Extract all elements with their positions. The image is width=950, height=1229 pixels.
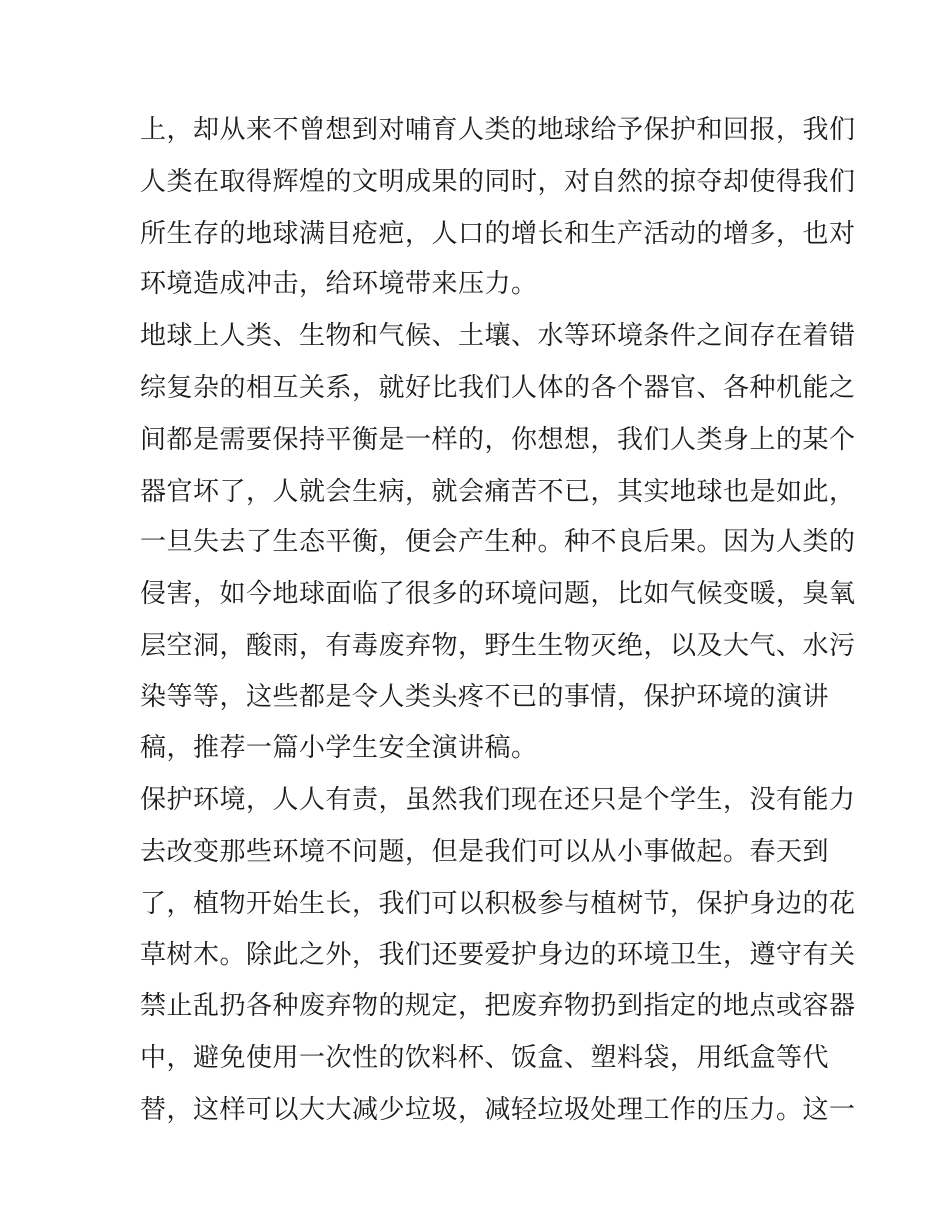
- text-line: 上，却从来不曾想到对哺育人类的地球给予保护和回报，我们: [140, 115, 856, 145]
- text-line: 一旦失去了生态平衡，便会产生种。种不良后果。因为人类的: [140, 527, 856, 557]
- text-line: 地球上人类、生物和气候、土壤、水等环境条件之间存在着错: [140, 321, 856, 351]
- text-line: 人类在取得辉煌的文明成果的同时，对自然的掠夺却使得我们: [140, 167, 856, 197]
- text-line: 所生存的地球满目疮疤，人口的增长和生产活动的增多，也对: [140, 219, 856, 249]
- text-line: 层空洞，酸雨，有毒废弃物，野生生物灭绝，以及大气、水污: [140, 631, 856, 661]
- text-line: 环境造成冲击，给环境带来压力。: [140, 269, 538, 299]
- text-line: 保护环境，人人有责，虽然我们现在还只是个学生，没有能力: [140, 785, 856, 815]
- text-line: 器官坏了，人就会生病，就会痛苦不已，其实地球也是如此，: [140, 477, 856, 507]
- text-line: 侵害，如今地球面临了很多的环境问题，比如气候变暖，臭氧: [140, 579, 856, 609]
- text-line: 去改变那些环境不问题，但是我们可以从小事做起。春天到: [140, 837, 830, 867]
- text-line: 稿，推荐一篇小学生安全演讲稿。: [140, 733, 538, 763]
- text-line: 草树木。除此之外，我们还要爱护身边的环境卫生，遵守有关: [140, 940, 856, 970]
- text-line: 了，植物开始生长，我们可以积极参与植树节，保护身边的花: [140, 889, 856, 919]
- text-line: 禁止乱扔各种废弃物的规定，把废弃物扔到指定的地点或容器: [140, 991, 856, 1021]
- text-line: 替，这样可以大大减少垃圾，减轻垃圾处理工作的压力。这一: [140, 1095, 856, 1125]
- text-line: 染等等，这些都是令人类头疼不已的事情，保护环境的演讲: [140, 682, 830, 712]
- text-line: 中，避免使用一次性的饮料杯、饭盒、塑料袋，用纸盒等代: [140, 1043, 830, 1073]
- text-line: 间都是需要保持平衡是一样的，你想想，我们人类身上的某个: [140, 425, 856, 455]
- text-line: 综复杂的相互关系，就好比我们人体的各个器官、各种机能之: [140, 373, 856, 403]
